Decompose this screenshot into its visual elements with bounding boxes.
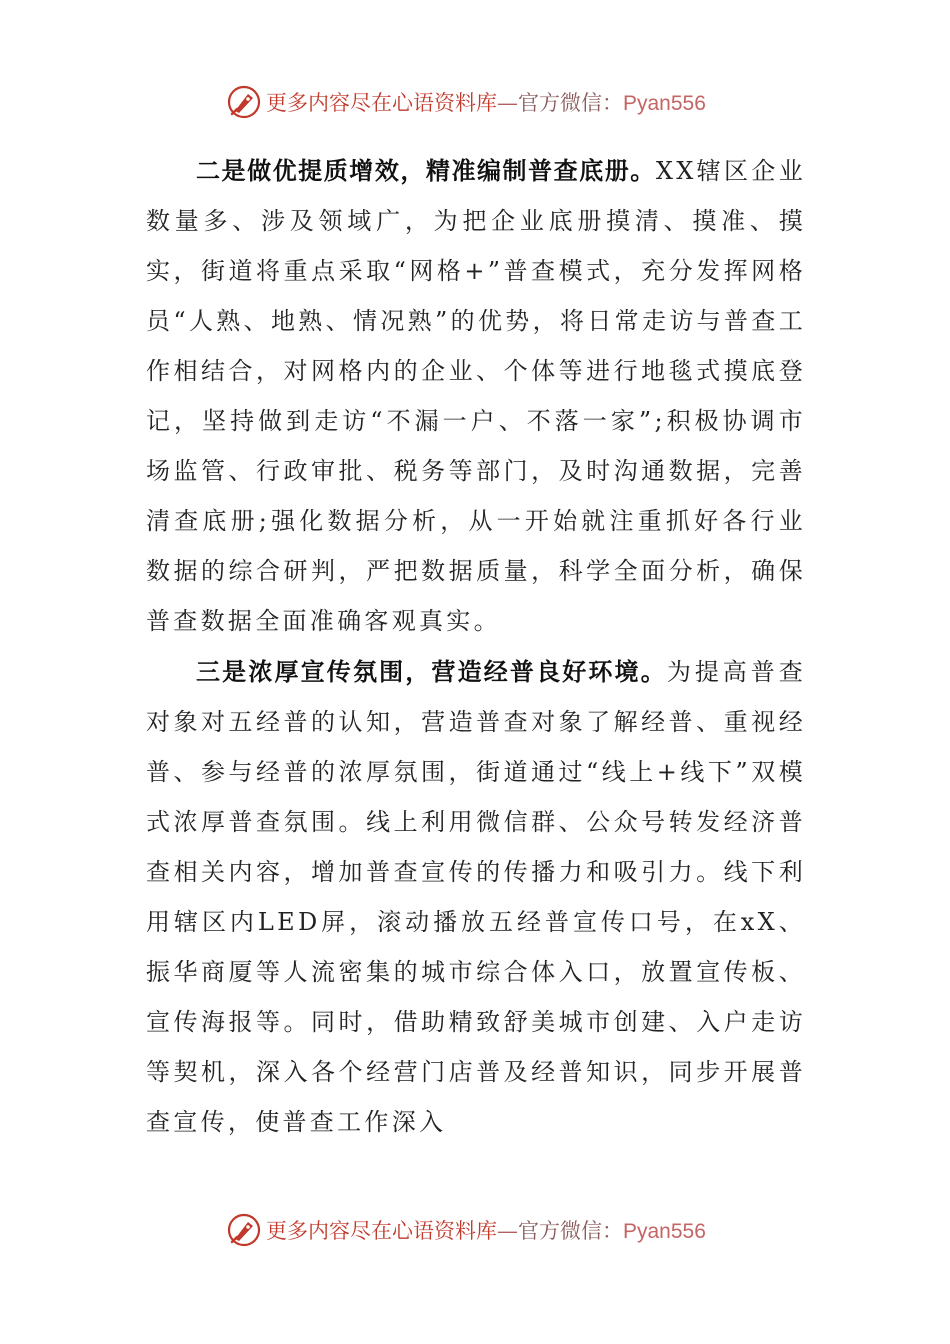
document-body — [146, 146, 806, 1148]
wechat-id: Pyan556 — [623, 92, 706, 115]
paragraph-lead-heading: 三是浓厚宣传氛围，营造经普良好环境。 — [196, 657, 667, 686]
pen-nib-icon — [226, 1212, 262, 1248]
paragraph-body-text: 为提高普查对象对五经普的认知，营造普查对象了解经普、重视经普、参与经普的浓厚氛围，街道通过“线上+线下”双模式浓厚普查氛围。线上利用微信群、公众号转发经济普查相关内容，增加普查宣传的传播力和吸引力。线下利用辖区内LED屏，滚动播放五经普宣传口号，在xX、振华商厦等人流密集的城市综合体入口，放置宣传板、宣传海报等。同时，借助精致舒美城市创建、入户走访等契机，深入各个经营门店普及经普知识，同步开展普查宣传，使普查工作深入 — [146, 658, 807, 1136]
footer-watermark-banner — [0, 1210, 950, 1250]
header-watermark-banner — [0, 82, 950, 122]
official-wechat-label: 官方微信： — [518, 1219, 623, 1243]
brand-name: 更多内容尽在心语资料库 — [266, 91, 497, 115]
paragraph-body-text: XX辖区企业数量多、涉及领域广，为把企业底册摸清、摸准、摸实，街道将重点采取“网格+”普查模式，充分发挥网格员“人熟、地熟、情况熟”的优势，将日常走访与普查工作相结合，对网格内的企业、个体等进行地毯式摸底登记，坚持做到走访“不漏一户、不落一家”;积极协调市场监管、行政审批、税务等部门，及时沟通数据，完善清查底册;强化数据分析，从一开始就注重抓好各行业数据的综合研判，严把数据质量，科学全面分析，确保普查数据全面准确客观真实。 — [146, 157, 807, 635]
watermark-text — [266, 1215, 706, 1245]
paragraph-2 — [146, 146, 806, 646]
official-wechat-label: 官方微信： — [518, 91, 623, 115]
wechat-id: Pyan556 — [623, 1220, 706, 1243]
paragraph-3 — [146, 647, 806, 1147]
watermark-text — [266, 87, 706, 117]
separator-dash: — — [497, 91, 518, 115]
pen-nib-icon — [226, 84, 262, 120]
paragraph-lead-heading: 二是做优提质增效，精准编制普查底册。 — [196, 156, 656, 185]
brand-name: 更多内容尽在心语资料库 — [266, 1219, 497, 1243]
separator-dash: — — [497, 1219, 518, 1243]
